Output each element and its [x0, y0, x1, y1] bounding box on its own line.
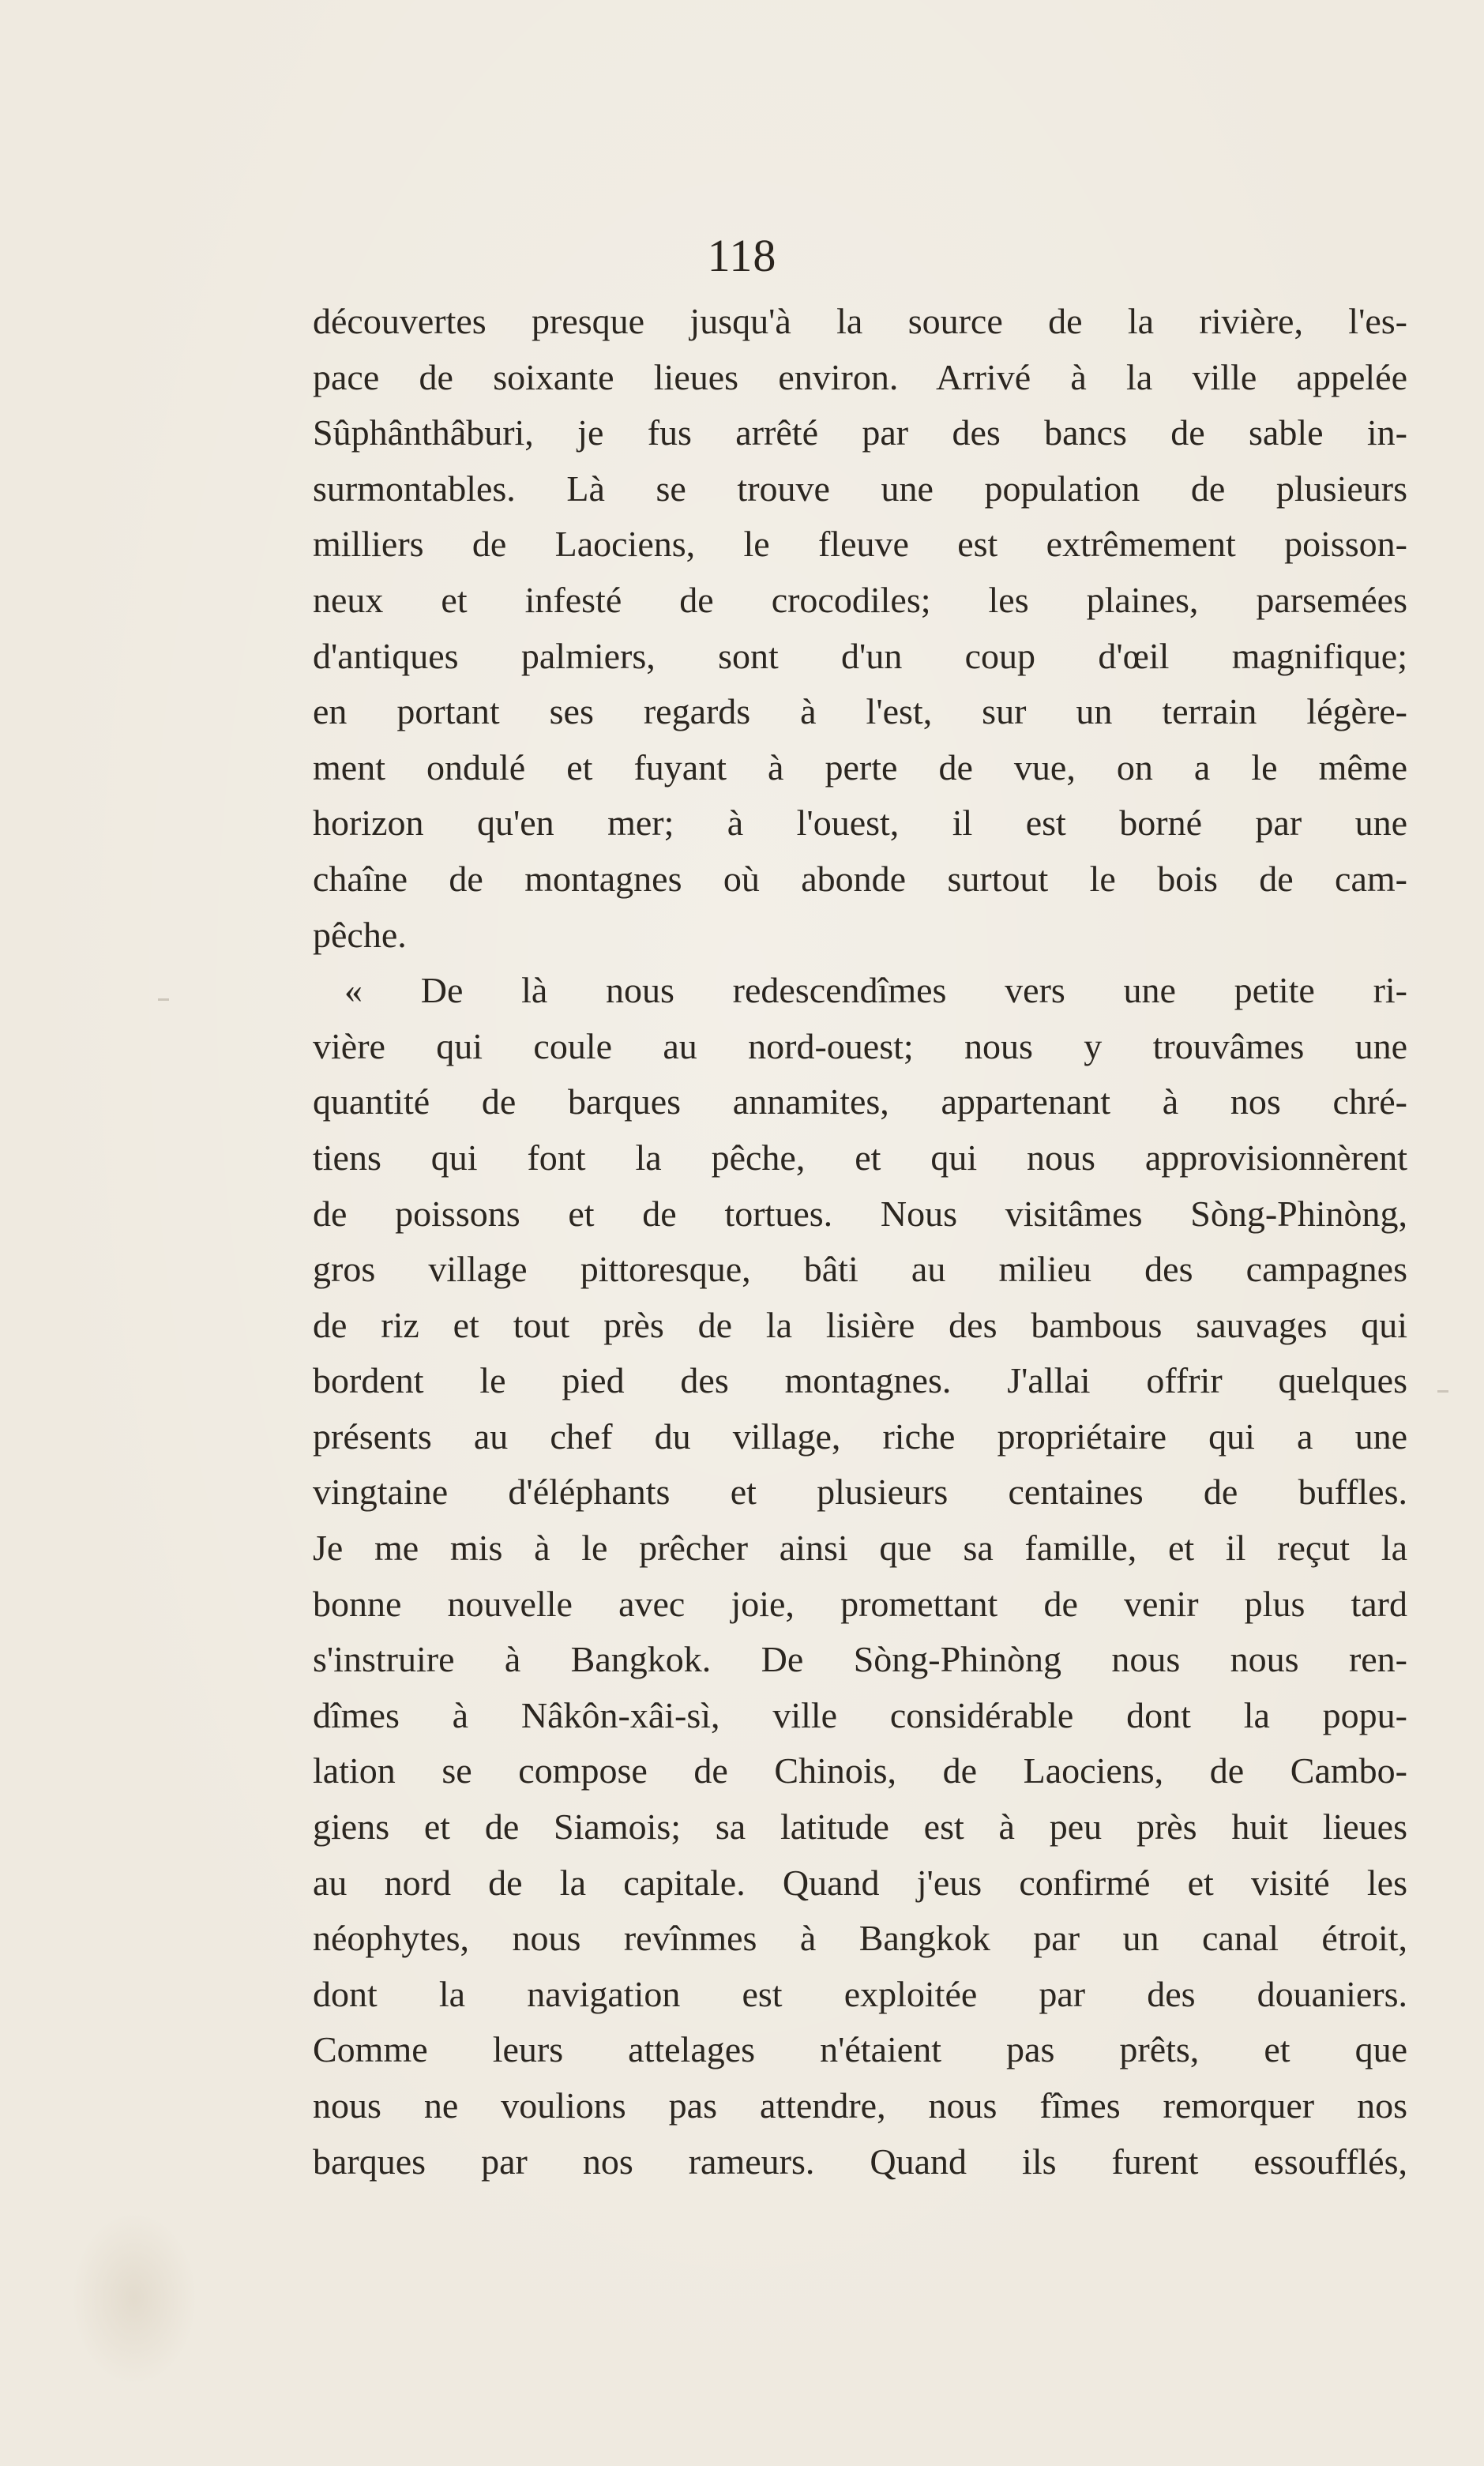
text-line: bordent le pied des montagnes. J'allai offrir quelques [313, 1360, 1407, 1401]
text-line: vière qui coule au nord-ouest; nous y trouvâmes une [313, 1025, 1407, 1066]
text-line: présents au chef du village, riche propriétaire qui a une [313, 1415, 1407, 1457]
text-line: dîmes à Nâkôn-xâi-sì, ville considérable dont la popu- [313, 1694, 1407, 1735]
text-line: milliers de Laociens, le fleuve est extrêmement poisson- [313, 524, 1407, 565]
text-line: barques par nos rameurs. Quand ils furent essoufflés, [313, 2141, 1407, 2182]
text-line: en portant ses regards à l'est, sur un terrain légère- [313, 691, 1407, 732]
body-text [313, 294, 1407, 2190]
text-line: d'antiques palmiers, sont d'un coup d'œil magnifique; [313, 635, 1407, 676]
text-line: découvertes presque jusqu'à la source de la rivière, l'es- [313, 301, 1407, 341]
text-line: quantité de barques annamites, appartenant à nos chré- [313, 1081, 1407, 1122]
text-line: gros village pittoresque, bâti au milieu des campagnes [313, 1249, 1407, 1290]
margin-mark [1437, 1390, 1448, 1393]
page-number: 118 [707, 230, 777, 281]
text-line: lation se compose de Chinois, de Laociens, de Cambo- [313, 1750, 1407, 1791]
text-line: s'instruire à Bangkok. De Sòng-Phinòng nous nous ren- [313, 1639, 1407, 1680]
text-line: pêche. [313, 914, 407, 955]
text-line: au nord de la capitale. Quand j'eus confirmé et visité les [313, 1862, 1407, 1903]
text-line: chaîne de montagnes où abonde surtout le bois de cam- [313, 858, 1407, 899]
margin-mark [158, 998, 169, 1001]
text-line: nous ne voulions pas attendre, nous fîmes remorquer nos [313, 2085, 1407, 2126]
text-line: de riz et tout près de la lisière des bambous sauvages qui [313, 1304, 1407, 1345]
text-line: Je me mis à le prêcher ainsi que sa famille, et il reçut la [313, 1528, 1407, 1569]
text-line: ment ondulé et fuyant à perte de vue, on a le même [313, 746, 1407, 788]
text-line: « De là nous redescendîmes vers une petite ri- [344, 970, 1407, 1011]
text-line: giens et de Siamois; sa latitude est à peu près huit lieues [313, 1806, 1407, 1848]
text-line: tiens qui font la pêche, et qui nous approvisionnèrent [313, 1137, 1407, 1178]
text-line: Comme leurs attelages n'étaient pas prêts, et que [313, 2029, 1407, 2070]
text-line: neux et infesté de crocodiles; les plaines, parsemées [313, 579, 1407, 620]
text-line: pace de soixante lieues environ. Arrivé à la ville appelée [313, 356, 1407, 397]
text-line: Sûphânthâburi, je fus arrêté par des bancs de sable in- [313, 412, 1407, 453]
text-line: vingtaine d'éléphants et plusieurs centaines de buffles. [313, 1472, 1407, 1513]
text-line: dont la navigation est exploitée par des douaniers. [313, 1973, 1407, 2014]
text-line: horizon qu'en mer; à l'ouest, il est borné par une [313, 803, 1407, 844]
text-line: surmontables. Là se trouve une population de plusieurs [313, 468, 1407, 509]
text-line: de poissons et de tortues. Nous visitâmes Sòng-Phinòng, [313, 1193, 1407, 1234]
text-line: bonne nouvelle avec joie, promettant de venir plus tard [313, 1583, 1407, 1624]
paper-stain [71, 2212, 197, 2385]
text-line: néophytes, nous revînmes à Bangkok par un canal étroit, [313, 1918, 1407, 1959]
